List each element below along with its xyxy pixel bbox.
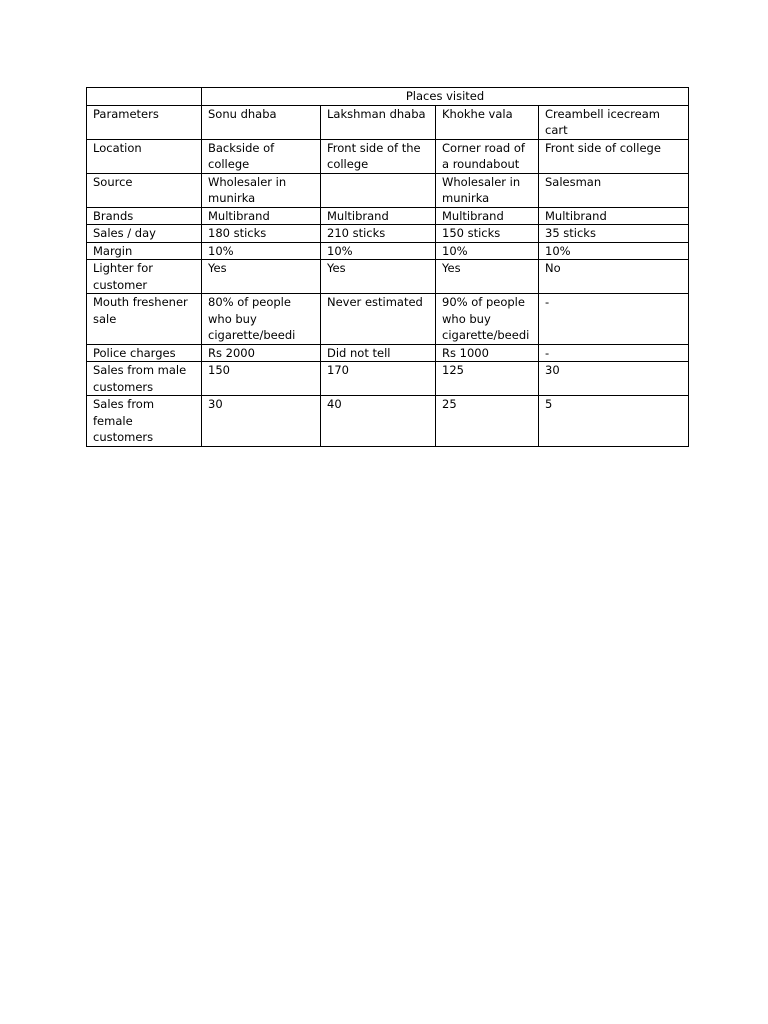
row-label: Lighter for customer (87, 260, 202, 294)
table-cell: Yes (202, 260, 321, 294)
column-header: Lakshman dhaba (321, 105, 436, 139)
row-label: Margin (87, 242, 202, 260)
column-header: Khokhe vala (436, 105, 539, 139)
empty-corner-cell (87, 88, 202, 106)
table-cell: - (539, 294, 689, 345)
table-cell: Backside of college (202, 139, 321, 173)
table-row (87, 294, 689, 345)
table-cell: Did not tell (321, 344, 436, 362)
table-cell: Multibrand (539, 207, 689, 225)
table-cell: Rs 2000 (202, 344, 321, 362)
table-cell: Wholesaler in munirka (436, 173, 539, 207)
table-cell: 150 sticks (436, 225, 539, 243)
table-cell: Salesman (539, 173, 689, 207)
table-cell: 180 sticks (202, 225, 321, 243)
table-cell: 25 (436, 396, 539, 447)
row-label: Sales from male customers (87, 362, 202, 396)
table-cell: Corner road of a roundabout (436, 139, 539, 173)
table-row (87, 173, 689, 207)
survey-table (86, 87, 689, 447)
table-cell: 40 (321, 396, 436, 447)
table-cell: 170 (321, 362, 436, 396)
table-row (87, 344, 689, 362)
row-label: Sales from female customers (87, 396, 202, 447)
table-cell: 150 (202, 362, 321, 396)
table-header-row (87, 105, 689, 139)
table-super-header-row (87, 88, 689, 106)
table-cell (321, 173, 436, 207)
table-cell: No (539, 260, 689, 294)
table-cell: Yes (436, 260, 539, 294)
table-cell: 10% (202, 242, 321, 260)
row-label: Location (87, 139, 202, 173)
table-row (87, 242, 689, 260)
table-row (87, 362, 689, 396)
column-header: Sonu dhaba (202, 105, 321, 139)
table-cell: 10% (321, 242, 436, 260)
table-cell: Wholesaler in munirka (202, 173, 321, 207)
table-cell: - (539, 344, 689, 362)
table-cell: Never estimated (321, 294, 436, 345)
table-cell: 10% (539, 242, 689, 260)
table-cell: 90% of people who buy cigarette/beedi (436, 294, 539, 345)
table-cell: 5 (539, 396, 689, 447)
table-row (87, 225, 689, 243)
table-cell: 30 (539, 362, 689, 396)
table-row (87, 396, 689, 447)
table-row (87, 207, 689, 225)
row-label: Police charges (87, 344, 202, 362)
table-cell: Rs 1000 (436, 344, 539, 362)
table-cell: Yes (321, 260, 436, 294)
table-row (87, 260, 689, 294)
row-label: Source (87, 173, 202, 207)
column-header: Parameters (87, 105, 202, 139)
table-cell: Multibrand (436, 207, 539, 225)
row-label: Sales / day (87, 225, 202, 243)
table-cell: Multibrand (321, 207, 436, 225)
row-label: Mouth freshener sale (87, 294, 202, 345)
table-cell: 35 sticks (539, 225, 689, 243)
table-cell: 125 (436, 362, 539, 396)
table-cell: Front side of the college (321, 139, 436, 173)
table-cell: 10% (436, 242, 539, 260)
table-cell: 80% of people who buy cigarette/beedi (202, 294, 321, 345)
table-cell: 210 sticks (321, 225, 436, 243)
places-visited-header: Places visited (202, 88, 689, 106)
column-header: Creambell icecream cart (539, 105, 689, 139)
table-cell: Front side of college (539, 139, 689, 173)
table-cell: 30 (202, 396, 321, 447)
row-label: Brands (87, 207, 202, 225)
table-cell: Multibrand (202, 207, 321, 225)
table-row (87, 139, 689, 173)
